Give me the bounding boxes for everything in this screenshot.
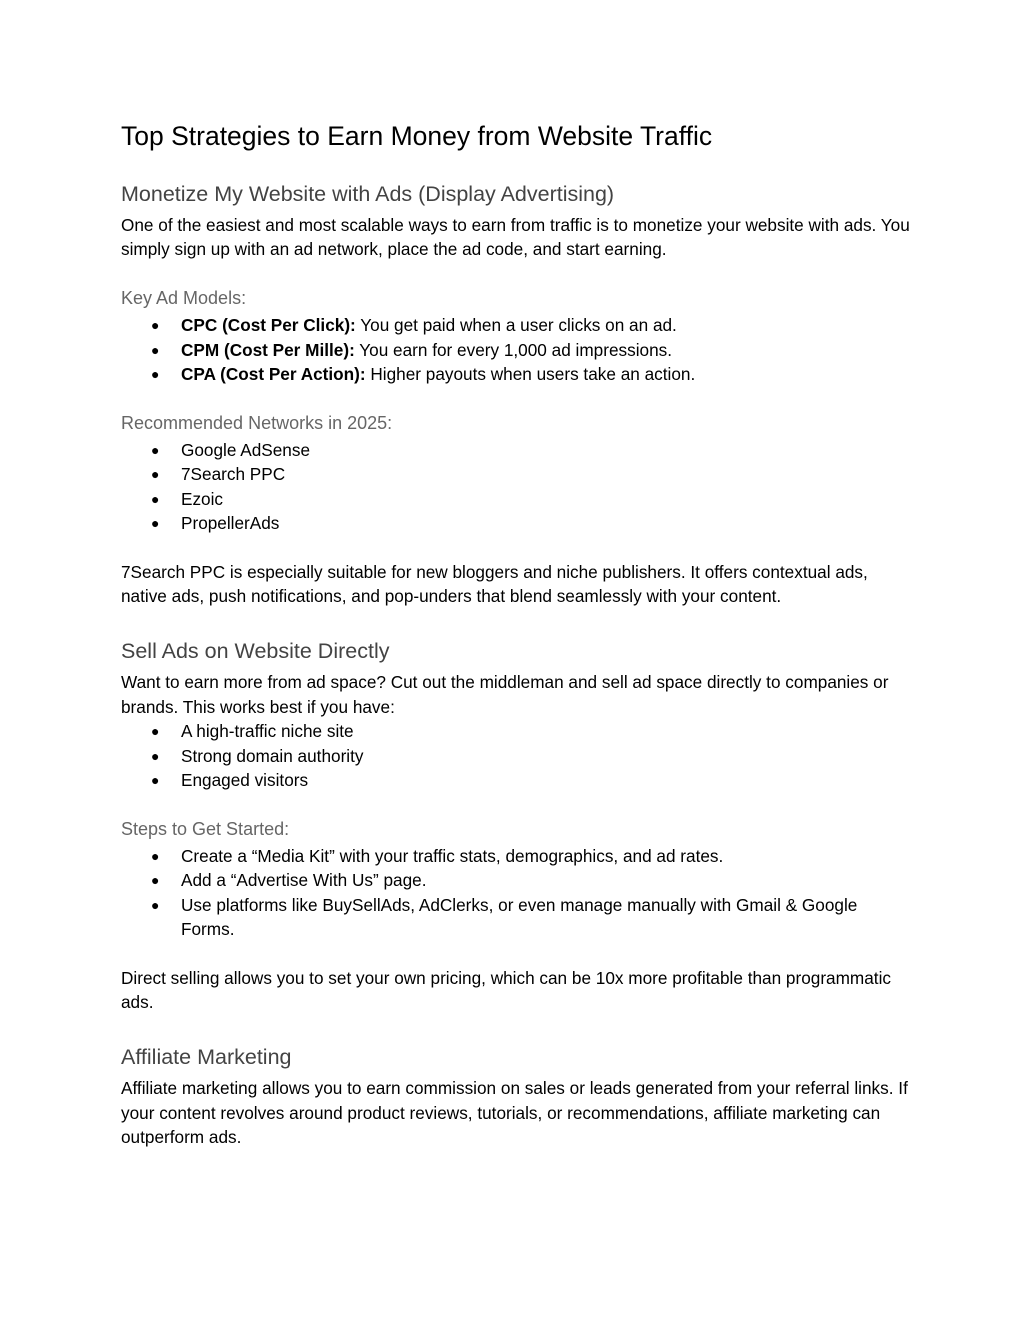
- section-closing: Direct selling allows you to set your own pricing, which can be 10x more profitable than programmatic ads.: [121, 967, 891, 1013]
- list-item: ● Use platforms like BuySellAds, AdClerks, or even manage manually with Gmail & Google Forms.: [151, 894, 858, 940]
- list-item: ● CPC (Cost Per Click): You get paid when a user clicks on an ad.: [121, 313, 911, 337]
- bullet-icon: ●: [151, 466, 160, 483]
- document-page: [121, 118, 911, 1150]
- list-item: ● PropellerAds: [121, 511, 911, 535]
- list-item: ● Ezoic: [121, 487, 911, 511]
- bullet-icon: ●: [151, 896, 160, 913]
- page-title: Top Strategies to Earn Money from Website Traffic: [121, 121, 713, 151]
- bullet-icon: ●: [151, 442, 160, 459]
- section-intro: Affiliate marketing allows you to earn commission on sales or leads generated from your referral links. If your content revolves around product reviews, tutorials, or recommendations, affiliate marketing can outperform ads.: [121, 1078, 908, 1148]
- list-item: ● Strong domain authority: [121, 744, 911, 768]
- list-item: ● A high-traffic niche site: [121, 719, 911, 743]
- section-closing: 7Search PPC is especially suitable for new bloggers and niche publishers. It offers contextual ads, native ads, push notifications, and pop-unders that blend seamlessly with your content.: [121, 561, 868, 607]
- requirements-list: [121, 719, 911, 792]
- section-affiliate-marketing: [121, 1042, 911, 1149]
- list-item: ● CPA (Cost Per Action): Higher payouts when users take an action.: [121, 362, 911, 386]
- section-intro: Want to earn more from ad space? Cut out the middleman and sell ad space directly to companies or brands. This works best if you have:: [121, 672, 889, 717]
- bullet-icon: ●: [151, 872, 160, 889]
- list-item: ● 7Search PPC: [121, 462, 911, 486]
- list-item: ● Engaged visitors: [121, 768, 911, 792]
- section-heading: Affiliate Marketing: [121, 1045, 292, 1070]
- subheading-key-ad-models: Key Ad Models:: [121, 287, 247, 308]
- steps-list: [121, 844, 911, 942]
- bullet-icon: ●: [151, 848, 160, 864]
- section-display-ads: [121, 179, 911, 608]
- bullet-icon: ●: [151, 723, 160, 740]
- section-heading: Monetize My Website with Ads (Display Advertising): [121, 182, 615, 206]
- list-item: ● Add a “Advertise With Us” page.: [121, 868, 911, 892]
- bullet-icon: ●: [151, 515, 160, 532]
- bullet-icon: ●: [151, 747, 160, 764]
- bullet-icon: ●: [151, 366, 160, 383]
- subheading-steps: Steps to Get Started:: [121, 818, 290, 839]
- ad-models-list: [121, 313, 911, 386]
- networks-list: [121, 438, 911, 536]
- section-sell-ads-directly: [121, 636, 911, 1014]
- list-item: ● CPM (Cost Per Mille): You earn for every 1,000 ad impressions.: [121, 338, 911, 362]
- bullet-icon: ●: [151, 772, 160, 789]
- section-intro: One of the easiest and most scalable ways to earn from traffic is to monetize your website with ads. You simply sign up with an ad network, place the ad code, and start earning.: [121, 215, 910, 260]
- bullet-icon: ●: [151, 317, 160, 334]
- list-item: ● Create a “Media Kit” with your traffic stats, demographics, and ad rates.: [121, 844, 911, 868]
- list-item: ● Google AdSense: [121, 438, 911, 462]
- subheading-recommended-networks: Recommended Networks in 2025:: [121, 412, 393, 433]
- section-heading: Sell Ads on Website Directly: [121, 639, 390, 664]
- bullet-icon: ●: [151, 341, 160, 358]
- bullet-icon: ●: [151, 490, 160, 507]
